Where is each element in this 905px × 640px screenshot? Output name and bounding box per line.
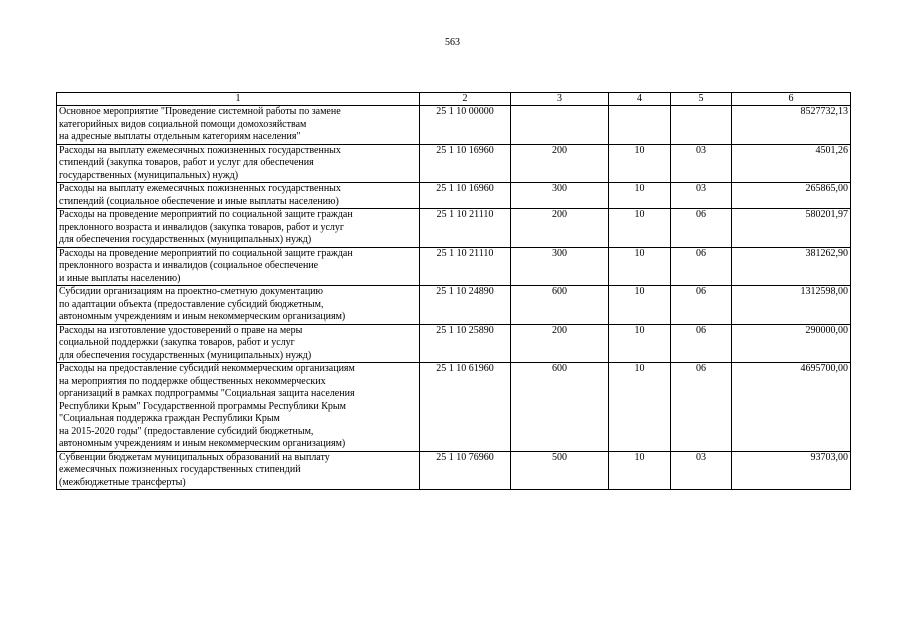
- subsection-code: 03: [671, 144, 732, 183]
- expense-name: Субвенции бюджетам муниципальных образований на выплату ежемесячных пожизненных государственных стипендий (межбюджетные трансферты): [57, 451, 420, 490]
- budget-table: [56, 92, 851, 490]
- table-row: [57, 324, 851, 363]
- amount: 265865,00: [732, 183, 851, 209]
- table-row: [57, 106, 851, 145]
- section-code: 10: [609, 324, 671, 363]
- column-header-3: 3: [511, 93, 609, 106]
- target-code: 25 1 10 21110: [420, 247, 511, 286]
- column-header-5: 5: [671, 93, 732, 106]
- expense-type-code: 600: [511, 363, 609, 452]
- amount: 8527732,13: [732, 106, 851, 145]
- target-code: 25 1 10 16960: [420, 144, 511, 183]
- section-code: 10: [609, 451, 671, 490]
- table-row: [57, 363, 851, 452]
- expense-name: Расходы на проведение мероприятий по социальной защите граждан преклонного возраста и инвалидов (закупка товаров, работ и услуг для обеспечения государственных (муниципальных) нужд): [57, 209, 420, 248]
- table-row: [57, 144, 851, 183]
- amount: 93703,00: [732, 451, 851, 490]
- amount: 1312598,00: [732, 286, 851, 325]
- subsection-code: 03: [671, 183, 732, 209]
- expense-type-code: 500: [511, 451, 609, 490]
- section-code: 10: [609, 144, 671, 183]
- amount: 4501,26: [732, 144, 851, 183]
- subsection-code: 06: [671, 324, 732, 363]
- expense-name: Расходы на предоставление субсидий некоммерческим организациям на мероприятия по поддержке общественных некоммерческих организаций в рамках подпрограммы "Социальная защита населения Республики Крым" Государственной программы Республики Крым "Социальная поддержка граждан Республики Крым на 2015-2020 годы" (предоставление субсидий бюджетным, автономным учреждениям и иным некоммерческим организациям): [57, 363, 420, 452]
- expense-name: Расходы на выплату ежемесячных пожизненных государственных стипендий (закупка товаров, работ и услуг для обеспечения государственных (муниципальных) нужд): [57, 144, 420, 183]
- expense-type-code: 300: [511, 183, 609, 209]
- amount: 290000,00: [732, 324, 851, 363]
- section-code: 10: [609, 247, 671, 286]
- amount: 381262,90: [732, 247, 851, 286]
- table-header-row: [57, 93, 851, 106]
- table-row: [57, 209, 851, 248]
- subsection-code: 06: [671, 286, 732, 325]
- column-header-6: 6: [732, 93, 851, 106]
- amount: 4695700,00: [732, 363, 851, 452]
- column-header-1: 1: [57, 93, 420, 106]
- subsection-code: [671, 106, 732, 145]
- page-number: 563: [445, 37, 460, 48]
- section-code: 10: [609, 183, 671, 209]
- section-code: 10: [609, 363, 671, 452]
- target-code: 25 1 10 00000: [420, 106, 511, 145]
- target-code: 25 1 10 61960: [420, 363, 511, 452]
- column-header-2: 2: [420, 93, 511, 106]
- expense-type-code: [511, 106, 609, 145]
- subsection-code: 03: [671, 451, 732, 490]
- expense-type-code: 200: [511, 144, 609, 183]
- target-code: 25 1 10 76960: [420, 451, 511, 490]
- subsection-code: 06: [671, 363, 732, 452]
- table-row: [57, 451, 851, 490]
- section-code: 10: [609, 209, 671, 248]
- expense-type-code: 200: [511, 324, 609, 363]
- table-row: [57, 247, 851, 286]
- table-row: [57, 183, 851, 209]
- column-header-4: 4: [609, 93, 671, 106]
- expense-type-code: 200: [511, 209, 609, 248]
- subsection-code: 06: [671, 209, 732, 248]
- section-code: [609, 106, 671, 145]
- expense-name: Расходы на проведение мероприятий по социальной защите граждан преклонного возраста и инвалидов (социальное обеспечение и иные выплаты населению): [57, 247, 420, 286]
- section-code: 10: [609, 286, 671, 325]
- expense-name: Основное мероприятие "Проведение системной работы по замене категорийных видов социальной помощи домохозяйствам на адресные выплаты отдельным категориям населения": [57, 106, 420, 145]
- target-code: 25 1 10 21110: [420, 209, 511, 248]
- expense-type-code: 300: [511, 247, 609, 286]
- expense-name: Расходы на выплату ежемесячных пожизненных государственных стипендий (социальное обеспечение и иные выплаты населению): [57, 183, 420, 209]
- expense-name: Расходы на изготовление удостоверений о праве на меры социальной поддержки (закупка товаров, работ и услуг для обеспечения государственных (муниципальных) нужд): [57, 324, 420, 363]
- target-code: 25 1 10 24890: [420, 286, 511, 325]
- subsection-code: 06: [671, 247, 732, 286]
- expense-type-code: 600: [511, 286, 609, 325]
- table-row: [57, 286, 851, 325]
- amount: 580201,97: [732, 209, 851, 248]
- expense-name: Субсидии организациям на проектно-сметную документацию по адаптации объекта (предоставление субсидий бюджетным, автономным учреждениям и иным некоммерческим организациям): [57, 286, 420, 325]
- target-code: 25 1 10 25890: [420, 324, 511, 363]
- target-code: 25 1 10 16960: [420, 183, 511, 209]
